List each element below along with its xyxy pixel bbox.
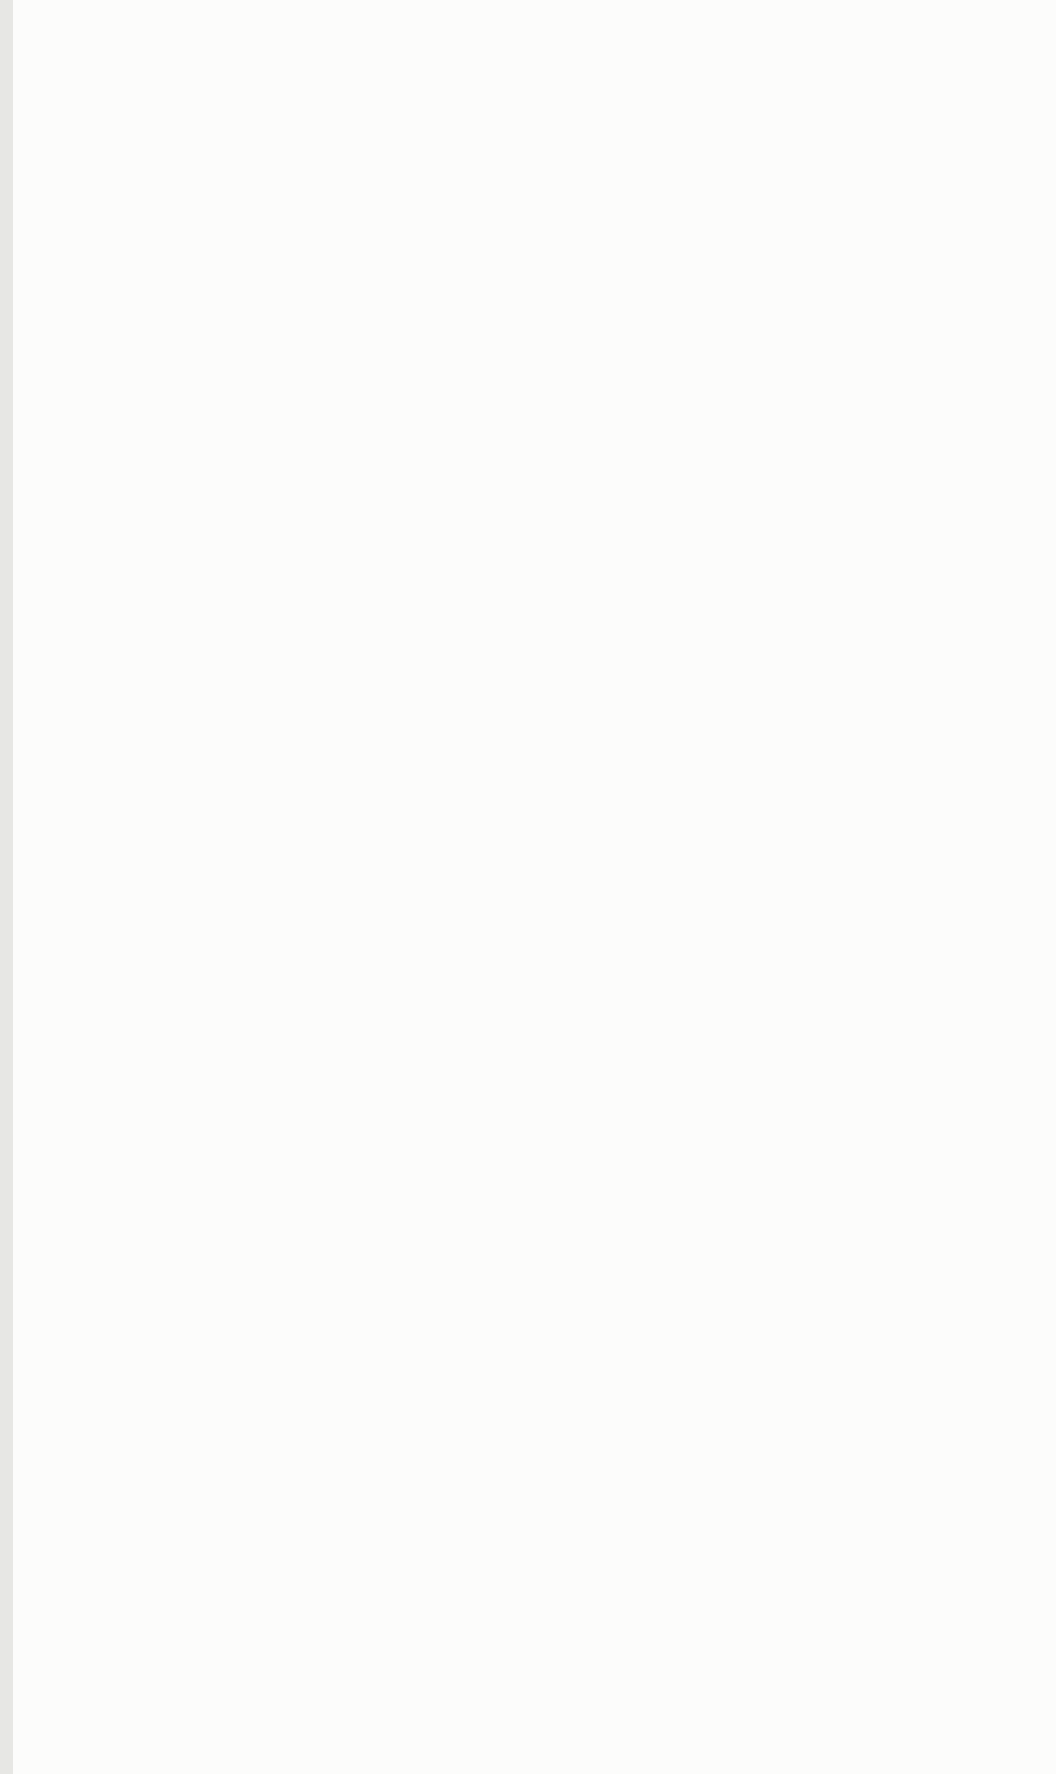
page-left-margin bbox=[0, 0, 13, 1774]
